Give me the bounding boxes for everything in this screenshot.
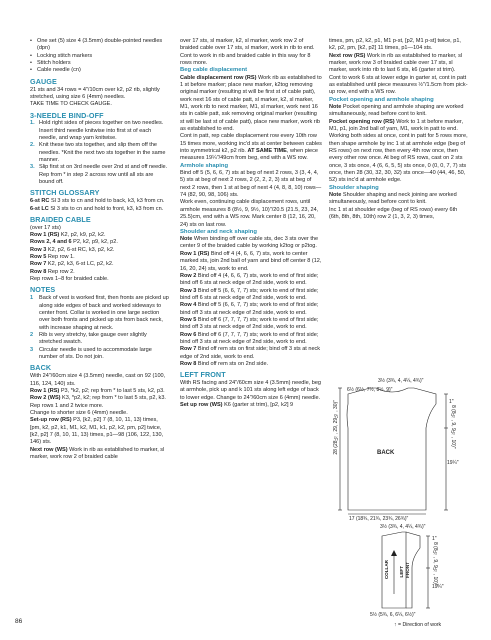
material-item: • Locking stitch markers (30, 53, 170, 60)
shoulder-neck-heading: Shoulder and neck shaping (180, 228, 257, 235)
front-armhole-depth: 8 (8½, 9, 9½, 10)" (432, 542, 438, 586)
back-top-width: 3½ (3¾, 4, 4¼, 4¾)" (378, 378, 424, 384)
left-front-text: With RS facing and 24"/60cm size 4 (3.5mm) needle, beg at armhole, pick up and k 101 sts along left edge of back to lower edge. Change to 24"/60cm size 6 (4mm) needle. (180, 380, 322, 401)
direction-legend: ↑ = Direction of work (394, 622, 442, 628)
next-row: Next row (RS) Work in rib as established to marker, sl marker, work row 3 of braided cable over 17 sts, sl marker, work into rib to last 6 sts, k6 (garter st trim). (329, 52, 463, 74)
cable-displacement-heading: Beg cable displacement (180, 67, 248, 74)
shoulder-heading: Shoulder shaping (329, 184, 379, 191)
cable-sub: (over 17 sts) (30, 224, 61, 231)
shaping-row: Row 5 Bind off 6 (7, 7, 7, 7) sts; work to end of first side; bind off 3 sts at neck edge of 2nd side, work to end. (180, 316, 319, 331)
note-para: Note Shoulder shaping and neck joining are worked simultaneously, read before cont to knit. (329, 192, 457, 206)
back-row: Row 1 (RS) P3, *k2, p2; rep from * to last 5 sts, k2, p3. (30, 387, 165, 394)
pocket-row: Pocket opening row (RS) Work to 1 st before marker, M1, p1, join 2nd ball of yarn, M1, work in patt to end. (329, 118, 463, 133)
front-shoulder-drop: 1" (432, 536, 437, 542)
back-height: 28 (28½, 29, 29½, 30)" (333, 400, 339, 455)
shaping-row: Row 6 Bind off 6 (7, 7, 7, 7) sts; work to end of first side; bind off 3 sts at neck edge of 2nd side, work to end. (180, 331, 319, 345)
front-side-length: 19¼" (432, 584, 444, 590)
left-front-schematic (360, 528, 470, 612)
text-para: Cont to work 6 sts at lower edge in garter st, cont in patt as established until piece measures ½"/1.5cm from pick-up row, end with a WS row. (329, 74, 468, 96)
page-number: 86 (15, 618, 23, 625)
cable-row: Rows 2, 4 and 6 P2, k2, p9, k2, p2. (30, 239, 118, 246)
column-3 (329, 38, 469, 222)
front-label: FRONT (405, 562, 410, 578)
bindoff-step: 2. Knit these two sts together, and slip them off the needles. *Knit the next two sts together in the same manner. (30, 142, 166, 164)
back-setup: Set-up row (RS) P3, [k2, p2] 7 (8, 10, 11, 13) times, [pm, k2, p2, k1, M1, k2, M1, k1, p2, k2, pm, p2] twice, [k2, p2] 7 (8, 10, 11, 13) times, p1—98 (106, 122, 130, 146) sts. (30, 417, 164, 446)
back-label: BACK (377, 450, 395, 456)
left-front-setup: Set up row (WS) K6 (garter st trim), [p2, k2] 9 (180, 402, 294, 409)
text-para: Inc 1 st at shoulder edge (beg of RS rows) every 6th (6th, 8th, 8th, 10th) row 2 (1, 3, 2, 3) times, (329, 206, 458, 221)
back-shoulder-drop: 1" (449, 399, 454, 405)
cable-row: Row 1 (RS) K2, p2, k9, p2, k2. (30, 232, 106, 239)
left-label: LEFT (399, 566, 404, 578)
bindoff-step: 1. Hold right sides of pieces together on two needles. Insert third needle knitwise into first st of each needle, and wrap yarn knitwise. (30, 120, 164, 142)
back-rep: Rep rows 1 and 2 twice more. (30, 402, 104, 409)
column-1 (30, 38, 170, 461)
armhole-text: Bind off 5 (5, 6, 6, 7) sts at beg of next 2 rows, 3 (3, 4, 4, 5) sts at beg of next 2 rows, 2 (2, 2, 2, 3) sts at beg of next 2 rows, then 1 st at beg of next 4 (4, 8, 8, 10) rows—74 (82, 90, 98, 106) sts. (180, 170, 322, 199)
text-para: Working both sides at once, cont in patt for 5 rows more, then shape armhole by inc 1 st at armhole edge (beg of RS rows) on next row, then every 4th row once, then every other row once. At beg of RS rows, cast on 2 sts once, 3 sts once, 4 (6, 6, 5, 5) sts once, 0 (0, 0, 7, 7) sts once, then 28 (30, 32, 30, 32) sts once—40 (44, 46, 50, 52) sts inc'd at armhole edge. (329, 133, 468, 184)
back-cast-on: With 24"/60cm size 4 (3.5mm) needle, cast on 92 (100, 116, 124, 140) sts. (30, 373, 166, 387)
notes-heading: NOTES (30, 285, 56, 295)
note-para: Note When binding off over cable sts, dec 3 sts over the center 9 of the braided cable by working k2tog or p2tog. (180, 236, 319, 250)
bindoff-steps (30, 120, 170, 186)
shaping-row: Row 3 Bind off 5 (6, 6, 7, 7) sts; work to end of first side; bind off 6 sts at neck edge of 2nd side, work to end. (180, 287, 319, 301)
cable-row: Row 5 Rep row 1. (30, 254, 75, 261)
material-item: • One set (5) size 4 (3.5mm) double-pointed needles (dpn) (30, 38, 170, 53)
armhole-heading: Armhole shaping (180, 162, 229, 169)
note-item: 3 Circular needle is used to accommodate large number of sts. Do not join. (30, 346, 152, 361)
shaping-row: Row 8 Bind off rem sts on 2nd side. (180, 360, 269, 367)
shaping-row: Row 4 Bind off 5 (6, 6, 7, 7) sts; work to end of first side; bind off 3 sts at neck edge of 2nd side, work to end. (180, 302, 319, 316)
collar-label: COLLAR (384, 560, 389, 580)
text-para: Work even, continuing cable displacement rows, until armhole measures 8 (8½, 9, 9½, 10)"/20.5 (21.5, 23, 24, 25.5)cm, end with a WS row. Mark center 8 (12, 16, 20, 24) sts on last row. (180, 199, 319, 228)
glossary-item: 6-st RC Sl 3 sts to cn and hold to back, k3, k3 from cn. (30, 198, 165, 205)
materials-list (30, 38, 170, 75)
back-width: 17 (18¾, 21¾, 23¾, 26¾)" (349, 516, 409, 522)
note-para: Note Pocket opening and armhole shaping are worked simultaneously, read before cont to knit. (329, 104, 464, 118)
note-item: 2 Rib is very stretchy, take gauge over slightly stretched swatch. (30, 331, 147, 346)
pocket-heading: Pocket opening and armhole shaping (329, 96, 434, 103)
left-front-heading: LEFT FRONT (180, 370, 226, 380)
material-item: • Stitch holders (30, 60, 170, 67)
notes-list (30, 295, 170, 361)
note-item: 1 Back of vest is worked first, then fronts are picked up along side edges of back and worked sideways to center front. Collar is worked in one large section over both fronts and picked up sts from back neck, with increase shaping at neck. (30, 295, 169, 331)
cable-row: Row 8 Rep row 2. (30, 268, 75, 275)
shaping-row: Row 2 Bind off 4 (4, 6, 6, 7) sts, work to end of first side; bind off 6 sts at neck edge of 2nd side, work to end. (180, 272, 319, 287)
shaping-row: Row 7 Bind off rem sts on first side; bind off 3 sts at neck edge of 2nd side, work to end. (180, 346, 321, 360)
text-para: Cont in patt, rep cable displacement row every 10th row 15 times more, working inc'd sts at center between cables into symmetrical k2, p2 rib. AT SAME TIME, when piece measures 19¼"/49cm from beg, end with a WS row. (180, 133, 322, 162)
back-row: Row 2 (WS) K3, *p2, k2; rep from * to last 5 sts, p2, k3. (30, 395, 166, 402)
glossary-item: 6-st LC Sl 3 sts to cn and hold to front, k3, k3 from cn. (30, 205, 164, 212)
glossary-heading: STITCH GLOSSARY (30, 188, 100, 198)
cable-heading: BRAIDED CABLE (30, 214, 91, 224)
back-next: Next row (WS) Work in rib as established to marker, sl marker, work row 2 of braided cable (30, 446, 165, 460)
gauge-heading: GAUGE (30, 76, 57, 86)
back-side-length: 19¼" (447, 460, 459, 466)
back-change: Change to shorter size 6 (4mm) needle. (30, 409, 128, 416)
text-para: over 17 sts, sl marker, k2, sl marker, work row 2 of braided cable over 17 sts, sl marker, work in rib to end. (180, 38, 315, 52)
cable-end: Rep rows 1–8 for braided cable. (30, 276, 109, 283)
cable-row: Row 7 K2, p2, k3, 6-st LC, p2, k2. (30, 261, 114, 268)
gauge-check: TAKE TIME TO CHECK GAUGE. (30, 101, 112, 108)
front-top-width: 3½ (3¾, 4, 4¼, 4¾)" (380, 524, 426, 530)
column-2 (180, 38, 322, 410)
gauge-text: 21 sts and 34 rows = 4"/10cm over k2, p2 rib, slightly stretched, using size 6 (4mm) needles. (30, 86, 160, 100)
back-armhole-depth: 8 (8½, 9, 9½, 10)" (450, 405, 456, 449)
bindoff-heading: 3-NEEDLE BIND-OFF (30, 110, 104, 120)
text-para: Cont to work in rib and braided cable in this way for 8 rows more. (180, 52, 311, 67)
back-heading: BACK (30, 363, 52, 373)
cable-displacement-row: Cable displacement row (RS) Work rib as established to 1 st before marker; place new marker, k2tog removing original marker (resulting st will be first st of cable patt), work next 16 sts of cable patt, sl marker, k2, sl marker, M1, work rib to next marker, M1, sl marker, work next 16 sts in cable patt, ssk removing original marker (resulting st will be last st of cable patt), place new marker, work rib as established to end. (180, 74, 322, 133)
text-para: times, pm, p2, k2, p1, M1 p-st, [p2, M1 p-st] twice, p1, k2, p2, pm, [k2, p2] 11 times, p1—104 sts. (329, 38, 461, 52)
shaping-row: Row 1 (RS) Bind off 4 (4, 6, 6, 7) sts, work to center marked sts, join 2nd ball of yarn and bind off center 8 (12, 16, 20, 24) sts, work to end. (180, 250, 322, 272)
cable-row: Row 3 K2, p2, 6-st RC, k3, p2, k2. (30, 246, 115, 253)
back-neck-width: 6½ (6½, 7½, 8½, 9)" (347, 387, 393, 393)
bindoff-step: 3. Slip first st on 3rd needle over 2nd st and off needle. Rep from * in step 2 across row until all sts are bound off. (30, 164, 168, 186)
arrow-up-icon: ↑ (394, 622, 397, 628)
material-item: • Cable needle (cn) (30, 67, 170, 74)
front-width: 5½ (5¾, 6, 6¼, 6½)" (370, 612, 416, 618)
